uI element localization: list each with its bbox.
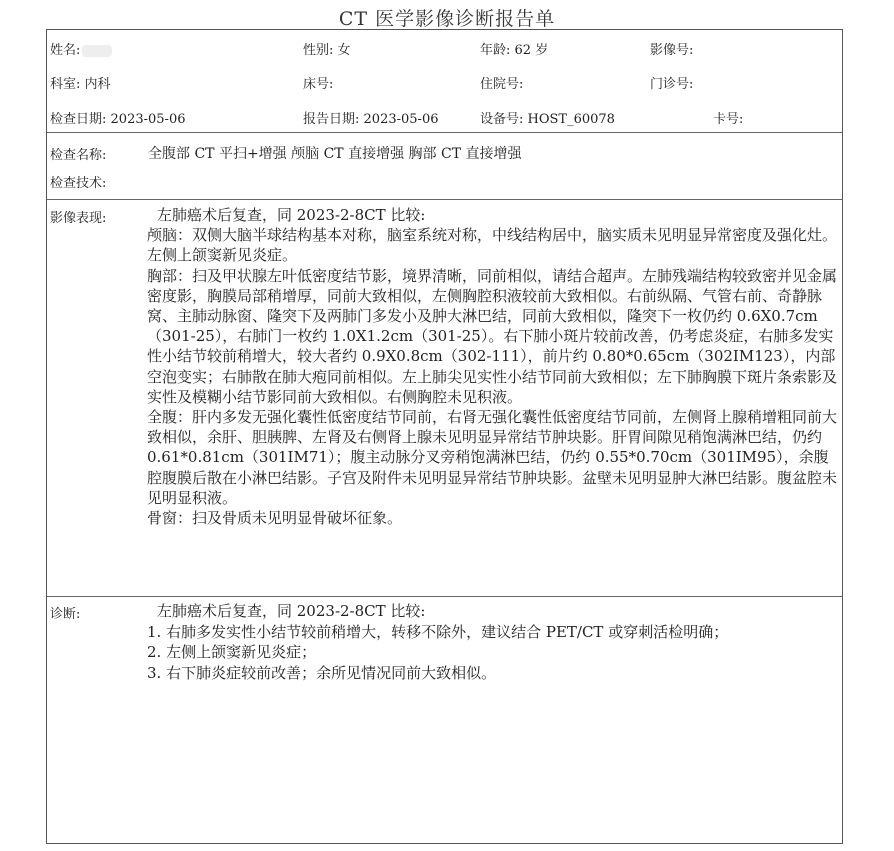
outpatient-number-field	[650, 73, 693, 92]
inpatient-number-label: 住院号:	[480, 77, 524, 92]
sex-value: 女	[337, 43, 351, 58]
findings-brain: 颅脑：双侧大脑半球结构基本对称，脑室系统对称，中线结构居中，脑实质未见明显异常密度及强化灶。左侧上颌窦新见炎症。	[147, 226, 838, 265]
diagnosis-item: 2. 左侧上颌窦新见炎症；	[147, 643, 317, 661]
image-number-field	[650, 39, 693, 58]
redacted-name	[82, 45, 112, 57]
patient-name-field	[50, 39, 112, 58]
patient-name-label: 姓名:	[50, 43, 81, 58]
exam-name-label: 检查名称:	[50, 148, 107, 163]
exam-date-value: 2023-05-06	[110, 112, 186, 127]
diagnosis-label: 诊断:	[50, 607, 81, 622]
outpatient-number-label: 门诊号:	[650, 77, 694, 92]
report-date-label: 报告日期:	[303, 112, 360, 127]
age-field	[480, 39, 548, 58]
diagnosis-intro: 左肺癌术后复查，同 2023-2-8CT 比较:	[157, 602, 426, 620]
diagnosis-item: 1. 右肺多发实性小结节较前稍增大，转移不除外，建议结合 PET/CT 或穿刺活检明确；	[147, 622, 729, 641]
department-value: 内科	[84, 77, 111, 92]
device-number-field	[480, 108, 615, 127]
device-number-label: 设备号:	[480, 112, 524, 127]
diagnosis-list	[147, 622, 839, 684]
diagnosis-item: 3. 右下肺炎症较前改善；余所见情况同前大致相似。	[147, 663, 497, 682]
report-date-field	[303, 108, 438, 127]
findings-intro: 左肺癌术后复查，同 2023-2-8CT 比较:	[157, 206, 426, 224]
findings-chest: 胸部：扫及甲状腺左叶低密度结节影，境界清晰，同前相似，请结合超声。左肺残端结构较致密并见金属密度影，胸膜局部稍增厚，同前大致相似，左侧胸腔积液较前大致相似。右前纵隔、气管右前、奇静脉窝、主肺动脉窗、隆突下及两肺门多发小及肿大淋巴结，同前大致相似，隆突下一枚仍约 0.6X0.7cm（301-25），右肺门一枚约 1.0X1.2cm（301-25）。右下肺小斑片较前改善，仍考虑炎症，右肺多发实性小结节较前稍增大，较大者约 0.9X0.8cm（302-111），前片约 0.80*0.65cm（302IM123），内部空泡变实；右肺散在肺大疱同前相似。左上肺尖见实性小结节同前大致相似；左下肺胸膜下斑片条索影及实性及模糊小结节影同前大致相似。右侧胸腔未见积液。	[147, 266, 838, 406]
exam-date-field	[50, 108, 185, 127]
bed-number-label: 床号:	[303, 77, 334, 92]
divider	[47, 199, 842, 200]
report-title: CT 医学影像诊断报告单	[338, 8, 556, 30]
divider	[47, 132, 842, 133]
image-number-label: 影像号:	[650, 43, 694, 58]
card-number-label: 卡号:	[713, 112, 744, 127]
findings-label: 影像表现:	[50, 211, 107, 226]
card-number-field	[713, 108, 743, 127]
findings-abdomen: 全腹：肝内多发无强化囊性低密度结节同前，右肾无强化囊性低密度结节同前，左侧肾上腺稍增粗同前大致相似，余肝、胆胰脾、左肾及右侧肾上腺未见明显异常结节肿块影。肝胃间隙见稍饱满淋巴结，仍约 0.61*0.81cm（301IM71）；腹主动脉分叉旁稍饱满淋巴结，仍约 0.55*0.70cm（301IM95），余腹腔腹膜后散在小淋巴结影。子宫及附件未见明显异常结节肿块影。盆壁未见明显肿大淋巴结影。腹盆腔未见明显积液。	[147, 408, 838, 507]
findings-bone: 骨窗：扫及骨质未见明显骨破坏征象。	[147, 509, 403, 528]
exam-name-value: 全腹部 CT 平扫+增强 颅脑 CT 直接增强 胸部 CT 直接增强	[148, 146, 522, 162]
bed-number-field	[303, 73, 333, 92]
diagnosis-text	[147, 601, 839, 683]
inpatient-number-field	[480, 73, 523, 92]
sex-field	[303, 39, 351, 58]
department-label: 科室:	[50, 77, 81, 92]
exam-date-label: 检查日期:	[50, 112, 107, 127]
age-value: 62 岁	[514, 43, 549, 58]
divider	[47, 596, 842, 597]
department-field	[50, 73, 111, 92]
report-date-value: 2023-05-06	[363, 112, 439, 127]
sex-label: 性别:	[303, 43, 334, 58]
exam-technique-label: 检查技术:	[50, 176, 107, 191]
age-label: 年龄:	[480, 43, 511, 58]
report-form	[46, 29, 843, 844]
findings-text	[147, 205, 839, 528]
device-number-value: HOST_60078	[527, 112, 615, 127]
